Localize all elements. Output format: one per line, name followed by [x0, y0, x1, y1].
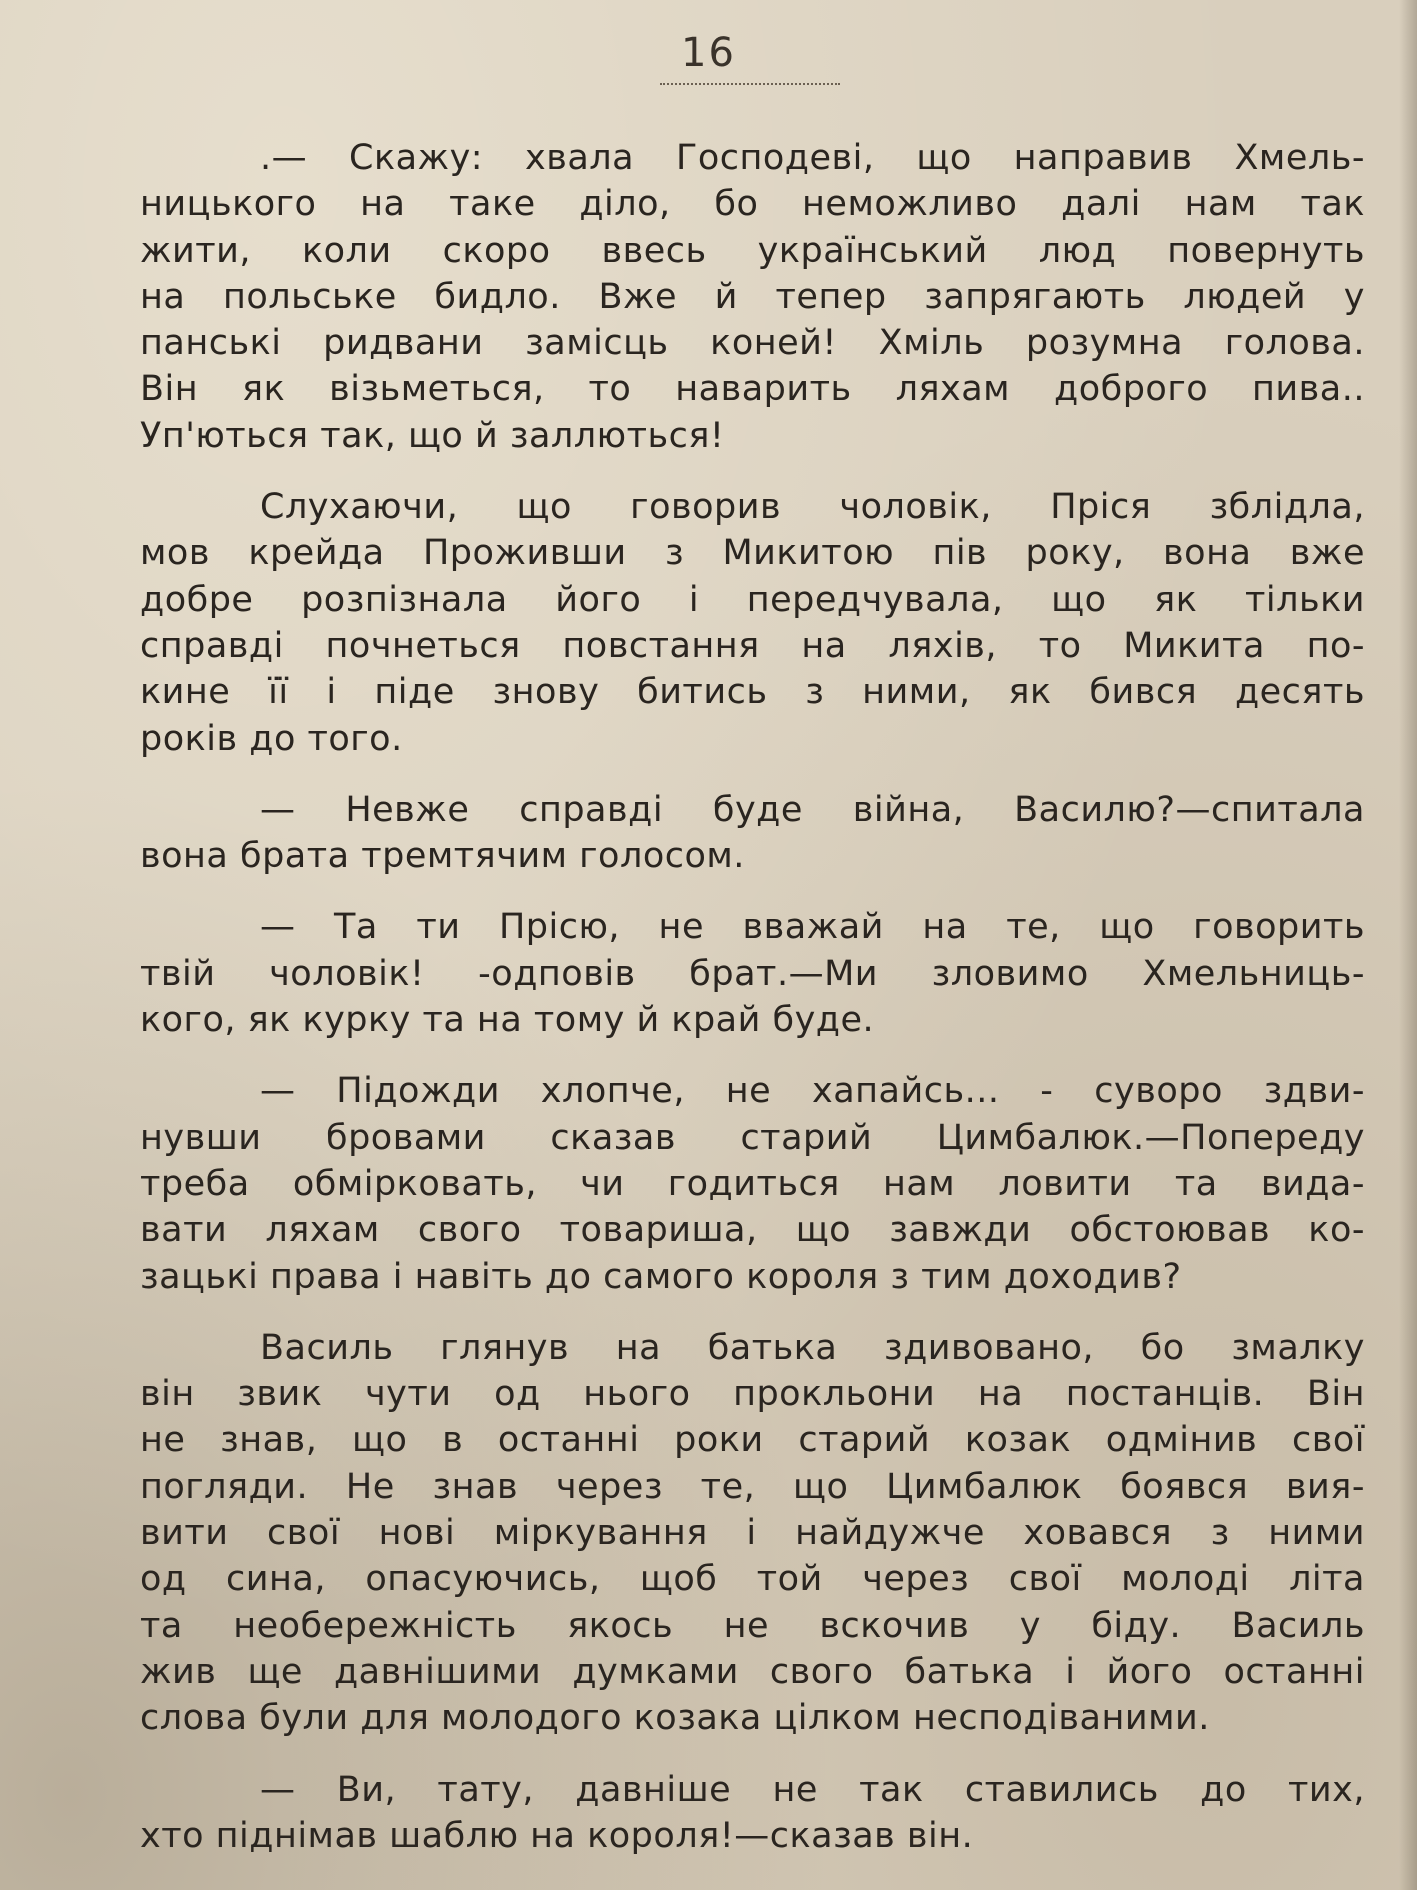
text-line: твій чоловік! -одповів брат.—Ми зловимо Хмельниць-: [140, 953, 1365, 994]
paragraph: [140, 484, 1365, 762]
text-line: кого, як курку та на тому й край буде.: [140, 1000, 875, 1041]
text-line: погляди. Не знав через те, що Цимбалюк боявся вия-: [140, 1466, 1365, 1507]
text-line: кине її і піде знову битись з ними, як бився десять: [140, 672, 1365, 713]
page-number: 16: [681, 30, 736, 76]
text-line: треба обмірковать, чи годиться нам ловити та вида-: [140, 1163, 1365, 1204]
text-line: зацькі права і навіть до самого короля з тим доходив?: [140, 1256, 1182, 1297]
paragraph: [140, 1767, 1365, 1860]
text-line: — Підожди хлопче, не хапайсь... - суворо здви-: [260, 1071, 1365, 1112]
paragraph: [140, 1325, 1365, 1742]
text-line: мов крейда Проживши з Микитою пів року, вона вже: [140, 533, 1365, 574]
text-line: вати ляхам свого товариша, що завжди обстоював ко-: [140, 1210, 1365, 1251]
text-line: на польське бидло. Вже й тепер запрягають людей у: [140, 276, 1365, 317]
text-line: вити свої нові міркування і найдужче ховався з ними: [140, 1513, 1365, 1554]
text-line: Василь глянув на батька здивовано, бо змалку: [260, 1327, 1365, 1368]
text-line: панські ридвани замісць коней! Хміль розумна голова.: [140, 323, 1365, 364]
text-line: хто піднімав шаблю на короля!—сказав він.: [140, 1815, 974, 1856]
text-line: він звик чути од нього прокльони на постанців. Він: [140, 1374, 1365, 1415]
text-line: — Ви, тату, давніше не так ставились до тих,: [260, 1769, 1365, 1810]
page-edge-shadow: [1399, 0, 1417, 1890]
text-line: Слухаючи, що говорив чоловік, Пріся зблідла,: [260, 487, 1365, 528]
text-line: нувши бровами сказав старий Цимбалюк.—Попереду: [140, 1117, 1365, 1158]
text-line: не знав, що в останні роки старий козак одмінив свої: [140, 1420, 1365, 1461]
paragraph: [140, 135, 1365, 459]
text-line: Уп'ються так, що й заллються!: [140, 415, 725, 456]
text-line: та необережність якось не вскочив у біду. Василь: [140, 1605, 1365, 1646]
paragraph: [140, 787, 1365, 880]
text-line: добре розпізнала його і передчувала, що як тільки: [140, 579, 1365, 620]
text-line: — Та ти Прісю, не вважай на те, що говорить: [260, 907, 1365, 948]
text-line: справді почнеться повстання на ляхів, то Микита по-: [140, 625, 1365, 666]
paragraph: [140, 1068, 1365, 1299]
text-line: од сина, опасуючись, щоб той через свої молоді літа: [140, 1559, 1365, 1600]
page-number-rule: [660, 83, 840, 85]
text-line: ницького на таке діло, бо неможливо далі нам так: [140, 184, 1365, 225]
paragraph: [140, 904, 1365, 1043]
text-line: Він як візьметься, то наварить ляхам доброго пива..: [140, 369, 1365, 410]
body-text: [140, 135, 1365, 1884]
text-line: жити, коли скоро ввесь український люд повернуть: [140, 230, 1365, 271]
text-line: слова були для молодого козака цілком несподіваними.: [140, 1698, 1210, 1739]
text-line: жив ще давнішими думками свого батька і його останні: [140, 1651, 1365, 1692]
text-line: .— Скажу: хвала Господеві, що направив Хмель-: [260, 138, 1365, 178]
text-line: — Невже справді буде війна, Василю?—спитала: [260, 789, 1365, 830]
text-line: років до того.: [140, 718, 403, 759]
text-line: вона брата тремтячим голосом.: [140, 836, 745, 877]
